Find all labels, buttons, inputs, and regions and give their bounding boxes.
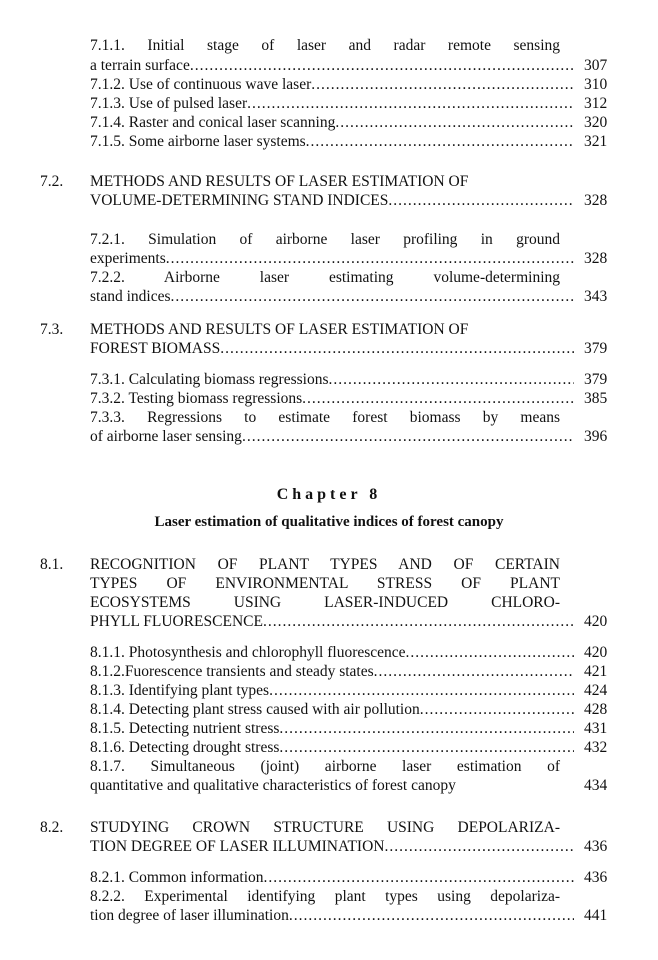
dot-leader	[289, 906, 574, 926]
toc-entry-7-2-2	[0, 268, 658, 288]
page-number: 424	[584, 682, 608, 699]
section-title: METHODS AND RESULTS OF LASER ESTIMATION OF	[90, 321, 469, 338]
dot-leader	[388, 191, 574, 211]
toc-entry-7-3-3	[0, 408, 658, 428]
entry-text: of airborne laser sensing	[90, 428, 242, 445]
section-title: TYPES OF ENVIRONMENTAL STRESS OF PLANT	[90, 575, 560, 592]
page-number: 396	[584, 428, 608, 445]
entry-text: tion degree of laser illumination	[90, 907, 289, 924]
section-title: STUDYING CROWN STRUCTURE USING DEPOLARIZA-	[90, 819, 560, 836]
page-number: 312	[584, 95, 608, 112]
page-number: 428	[584, 701, 608, 718]
toc-entry-8-1-2	[0, 662, 658, 682]
toc-section-7-3	[0, 320, 658, 340]
toc-entry-8-1-4	[0, 700, 658, 720]
toc-entry-8-1-1	[0, 643, 658, 663]
page-number: 310	[584, 76, 608, 93]
page-number: 328	[584, 192, 608, 209]
toc-entry-8-1-3	[0, 681, 658, 701]
toc-section-8-2-cont	[0, 837, 658, 857]
page-number: 385	[584, 390, 608, 407]
toc-section-7-3-cont	[0, 339, 658, 359]
dot-leader	[220, 339, 574, 359]
entry-text: 8.1.3. Identifying plant types	[90, 682, 270, 699]
entry-text: 7.1.5. Some airborne laser systems	[90, 133, 306, 150]
toc-section-8-1-cont	[0, 574, 658, 594]
toc-entry-8-1-6	[0, 738, 658, 758]
page-number: 434	[584, 777, 608, 794]
section-number: 8.2.	[40, 819, 64, 836]
toc-entry-8-1-5	[0, 719, 658, 739]
entry-text: experiments	[90, 250, 166, 267]
toc-entry-7-1-1-cont	[0, 56, 658, 76]
page-number: 379	[584, 371, 608, 388]
page-number: 431	[584, 720, 608, 737]
toc-entry-7-1-3	[0, 94, 658, 114]
toc-entry-7-1-1	[0, 36, 658, 56]
entry-text: 8.1.1. Photosynthesis and chlorophyll fluorescence	[90, 644, 406, 661]
page-number: 328	[584, 250, 608, 267]
toc-entry-8-2-2-cont	[0, 906, 658, 926]
toc-entry-7-2-1	[0, 230, 658, 250]
toc-section-8-2	[0, 818, 658, 838]
section-title: TION DEGREE OF LASER ILLUMINATION	[90, 838, 385, 855]
section-title: PHYLL FLUORESCENCE	[90, 613, 263, 630]
entry-text: 8.1.5. Detecting nutrient stress	[90, 720, 280, 737]
dot-leader	[311, 75, 574, 95]
dot-leader	[384, 837, 574, 857]
page-number: 421	[584, 663, 608, 680]
entry-text: 8.1.6. Detecting drought stress	[90, 739, 280, 756]
toc-entry-7-1-2	[0, 75, 658, 95]
entry-text: quantitative and qualitative characteristics of forest canopy	[90, 777, 456, 794]
entry-text: 7.1.3. Use of pulsed laser	[90, 95, 248, 112]
page-number: 436	[584, 869, 608, 886]
section-title: VOLUME-DETERMINING STAND INDICES	[90, 192, 389, 209]
page-number: 320	[584, 114, 608, 131]
dot-leader	[279, 738, 574, 758]
page-number: 441	[584, 907, 608, 924]
dot-leader	[302, 389, 574, 409]
dot-leader	[306, 132, 574, 152]
dot-leader	[247, 94, 574, 114]
toc-entry-8-1-7	[0, 757, 658, 777]
entry-text: 7.1.4. Raster and conical laser scanning	[90, 114, 336, 131]
section-title: FOREST BIOMASS	[90, 340, 221, 357]
toc-entry-7-2-2-cont	[0, 287, 658, 307]
toc-entry-7-3-2	[0, 389, 658, 409]
entry-text: 8.2.2. Experimental identifying plant types using depolariza-	[90, 888, 560, 905]
section-number: 7.2.	[40, 173, 64, 190]
toc-section-8-1	[0, 555, 658, 575]
entry-text: 7.3.2. Testing biomass regressions	[90, 390, 303, 407]
page-number: 343	[584, 288, 608, 305]
dot-leader	[269, 681, 574, 701]
dot-leader	[242, 427, 574, 447]
dot-leader	[329, 370, 575, 390]
toc-entry-8-1-7-cont	[0, 776, 658, 796]
section-title: ECOSYSTEMS USING LASER-INDUCED CHLORO-	[90, 594, 560, 611]
toc-entry-7-3-1	[0, 370, 658, 390]
dot-leader	[171, 287, 575, 307]
toc-section-7-2-cont	[0, 191, 658, 211]
toc-entry-7-1-5	[0, 132, 658, 152]
entry-text: 7.2.2. Airborne laser estimating volume-determining	[90, 269, 560, 286]
toc-entry-8-2-1	[0, 868, 658, 888]
dot-leader	[190, 56, 574, 76]
page-number: 321	[584, 133, 608, 150]
entry-text: 8.1.2.Fuorescence transients and steady states	[90, 663, 374, 680]
toc-section-8-1-cont2	[0, 593, 658, 613]
entry-text: 8.1.7. Simultaneous (joint) airborne laser estimation of	[90, 758, 560, 775]
entry-text: stand indices	[90, 288, 171, 305]
dot-leader	[166, 249, 574, 269]
dot-leader	[406, 643, 574, 663]
section-title: METHODS AND RESULTS OF LASER ESTIMATION OF	[90, 173, 469, 190]
entry-text: 7.3.3. Regressions to estimate forest biomass by means	[90, 409, 560, 426]
toc-section-7-2	[0, 172, 658, 192]
entry-text: 7.1.1. Initial stage of laser and radar remote sensing	[90, 37, 560, 54]
page-number: 436	[584, 838, 608, 855]
entry-text: a terrain surface	[90, 57, 190, 74]
toc-entry-7-2-1-cont	[0, 249, 658, 269]
dot-leader	[264, 868, 574, 888]
dot-leader	[374, 662, 574, 682]
dot-leader	[279, 719, 574, 739]
toc-entry-7-1-4	[0, 113, 658, 133]
chapter-title: Laser estimation of qualitative indices of forest canopy	[154, 514, 504, 530]
dot-leader	[263, 612, 574, 632]
toc-section-8-1-cont3	[0, 612, 658, 632]
page-number: 420	[584, 644, 608, 661]
entry-text: 7.3.1. Calculating biomass regressions	[90, 371, 329, 388]
page-number: 379	[584, 340, 608, 357]
dot-leader	[335, 113, 574, 133]
section-title: RECOGNITION OF PLANT TYPES AND OF CERTAIN	[90, 556, 560, 573]
page-number: 420	[584, 613, 608, 630]
entry-text: 8.1.4. Detecting plant stress caused with air pollution	[90, 701, 420, 718]
chapter-heading: Chapter 8	[276, 486, 382, 503]
dot-leader	[420, 700, 574, 720]
toc-entry-8-2-2	[0, 887, 658, 907]
entry-text: 7.1.2. Use of continuous wave laser	[90, 76, 312, 93]
page-number: 307	[584, 57, 608, 74]
entry-text: 7.2.1. Simulation of airborne laser profiling in ground	[90, 231, 560, 248]
section-number: 8.1.	[40, 556, 64, 573]
entry-text: 8.2.1. Common information	[90, 869, 264, 886]
section-number: 7.3.	[40, 321, 64, 338]
page-number: 432	[584, 739, 608, 756]
toc-entry-7-3-3-cont	[0, 427, 658, 447]
